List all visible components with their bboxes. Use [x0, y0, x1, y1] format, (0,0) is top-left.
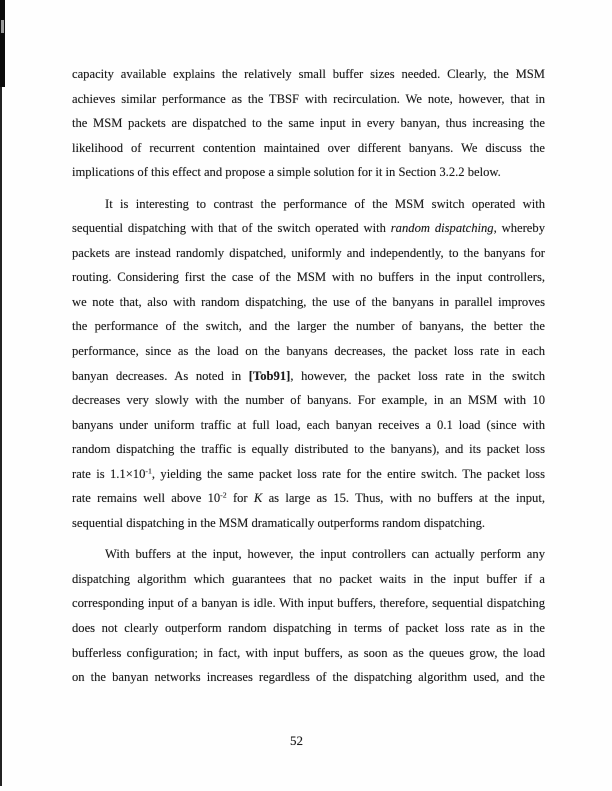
- page-text-block: [72, 62, 545, 690]
- page-footer: [60, 733, 533, 749]
- text-segment: It is interesting to contrast the performance of the MSM switch operated with: [105, 196, 545, 211]
- text-line: [72, 241, 545, 266]
- paragraph-1: [72, 62, 545, 185]
- text-segment: capacity available explains the relatively small buffer sizes needed. Clearly, the MSM: [72, 67, 545, 81]
- text-segment: decreases very slowly with the number of banyans. For example, in an MSM with 10: [72, 393, 545, 408]
- page-number: 52: [290, 733, 303, 748]
- text-segment: the performance of the switch, and the larger the number of banyans, the better the: [72, 319, 545, 334]
- text-line: [72, 111, 545, 136]
- text-line: [72, 216, 545, 241]
- text-line: [72, 665, 545, 690]
- text-line: [72, 542, 545, 567]
- text-segment: , however, the packet loss rate in the switch: [290, 368, 545, 383]
- text-line: [72, 567, 545, 592]
- scan-edge-line-artifact: [0, 0, 2, 786]
- text-line: [72, 265, 545, 290]
- text-line: [72, 87, 545, 112]
- text-segment: as large as 15. Thus, with no buffers at the input,: [262, 491, 545, 506]
- text-line: [72, 462, 545, 487]
- text-segment: for: [226, 491, 254, 506]
- text-segment: bufferless configuration; in fact, with input buffers, as soon as the queues grow, the load: [72, 645, 545, 660]
- text-segment: performance, since as the load on the banyans decreases, the packet loss rate in each: [72, 344, 545, 359]
- text-segment: , yielding the same packet loss rate for the entire switch. The packet loss: [151, 466, 545, 481]
- text-segment: does not clearly outperform random dispatching in terms of packet loss rate as in the: [72, 621, 545, 636]
- text-segment: routing. Considering first the case of the MSM with no buffers in the input controllers,: [72, 270, 545, 285]
- text-line: [72, 192, 545, 217]
- text-segment-sup: -2: [220, 490, 227, 500]
- text-line: [72, 486, 545, 511]
- text-segment: the MSM packets are dispatched to the same input in every banyan, thus increasing the: [72, 116, 545, 131]
- text-segment: corresponding input of a banyan is idle. With input buffers, therefore, sequential dispatching: [72, 596, 545, 611]
- paragraph-2: [72, 192, 545, 536]
- text-line: [72, 413, 545, 438]
- scan-edge-bar-artifact: [0, 0, 5, 87]
- scan-smudge-artifact: [1, 20, 4, 33]
- text-line: [72, 314, 545, 339]
- text-segment-italic: random dispatching: [390, 221, 494, 236]
- text-line: [72, 160, 545, 185]
- text-segment: achieves similar performance as the TBSF with recirculation. We note, however, that in: [72, 91, 545, 106]
- text-line: [72, 591, 545, 616]
- text-segment: , whereby: [493, 221, 545, 236]
- text-segment: dispatching algorithm which guarantees that no packet waits in the input buffer if a: [72, 571, 545, 586]
- text-segment: With buffers at the input, however, the input controllers can actually perform any: [105, 547, 545, 562]
- text-line: [72, 388, 545, 413]
- text-line: [72, 136, 545, 161]
- text-segment: implications of this effect and propose a simple solution for it in Section 3.2.2 below.: [72, 165, 501, 180]
- text-line: [72, 511, 545, 536]
- text-line: [72, 62, 545, 87]
- text-segment: rate remains well above 10: [72, 491, 221, 506]
- text-segment-bold: [Tob91]: [248, 368, 291, 383]
- text-segment: banyans under uniform traffic at full load, each banyan receives a 0.1 load (since with: [72, 417, 545, 432]
- text-segment: packets are instead randomly dispatched, uniformly and independently, to the banyans for: [72, 245, 545, 260]
- text-segment: random dispatching the traffic is equally distributed to the banyans), and its packet loss: [72, 442, 545, 457]
- text-line: [72, 616, 545, 641]
- text-line: [72, 437, 545, 462]
- text-segment: likelihood of recurrent contention maintained over different banyans. We discuss the: [72, 140, 545, 155]
- text-segment: rate is 1.1×10: [72, 466, 146, 481]
- text-line: [72, 290, 545, 315]
- text-segment: we note that, also with random dispatching, the use of the banyans in parallel improves: [72, 294, 545, 309]
- text-segment: on the banyan networks increases regardless of the dispatching algorithm used, and the: [72, 670, 545, 685]
- text-line: [72, 339, 545, 364]
- paragraph-3: [72, 542, 545, 689]
- text-line: [72, 641, 545, 666]
- text-segment: banyan decreases. As noted in: [72, 368, 249, 383]
- text-segment-italic: K: [253, 491, 263, 506]
- text-segment-sup: -1: [145, 466, 152, 476]
- text-segment: sequential dispatching with that of the switch operated with: [72, 221, 391, 236]
- text-line: [72, 364, 545, 389]
- text-segment: sequential dispatching in the MSM dramatically outperforms random dispatching.: [72, 515, 486, 530]
